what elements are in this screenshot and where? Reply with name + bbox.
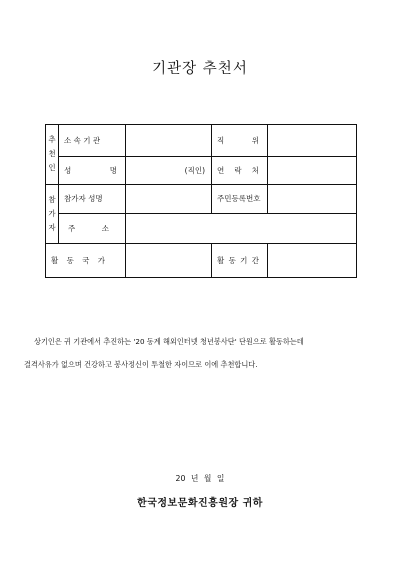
position-field[interactable] <box>268 125 357 157</box>
document-title: 기관장 추천서 <box>152 61 248 77</box>
address-field[interactable] <box>126 213 357 243</box>
statement-line-1: 상기인은 귀 기관에서 추진하는 '20 동계 해외인터넷 청년봉사단' 단원으로 활동하는데 <box>34 337 304 346</box>
applicant-name-label: 참가자 성명 <box>59 184 126 213</box>
recipient-line: 한국정보문화진흥원장 귀하 <box>137 498 263 509</box>
date-line: 20 년 월 일 <box>175 474 225 483</box>
period-field[interactable] <box>268 243 357 277</box>
country-field[interactable] <box>126 243 212 277</box>
address-label: 주 소 <box>59 213 126 243</box>
recommendation-form-table <box>45 124 357 278</box>
country-label: 활 동 국 가 <box>46 243 126 277</box>
table-row <box>46 213 357 243</box>
institution-field[interactable] <box>126 125 212 157</box>
table-row <box>46 243 357 277</box>
table-row <box>46 157 357 185</box>
statement-line-2: 결격사유가 없으며 건강하고 봉사정신이 투철한 자이므로 이에 추천합니다. <box>24 360 258 369</box>
applicant-group-label: 참 가 자 <box>46 184 59 243</box>
applicant-name-field[interactable] <box>126 184 212 213</box>
recommender-group-label: 추 천 인 <box>46 125 59 185</box>
resident-number-label: 주민등록번호 <box>212 184 268 213</box>
recommendation-statement <box>24 335 374 372</box>
position-label: 직 위 <box>212 125 268 157</box>
contact-label: 연 락 처 <box>212 157 268 185</box>
contact-field[interactable] <box>268 157 357 185</box>
period-label: 활 동 기 간 <box>212 243 268 277</box>
institution-label: 소 속 기 관 <box>59 125 126 157</box>
name-label: 성 명 <box>59 157 126 185</box>
table-row <box>46 184 357 213</box>
table-row <box>46 125 357 157</box>
seal-mark: (직인) <box>126 157 212 185</box>
resident-number-field[interactable] <box>268 184 357 213</box>
